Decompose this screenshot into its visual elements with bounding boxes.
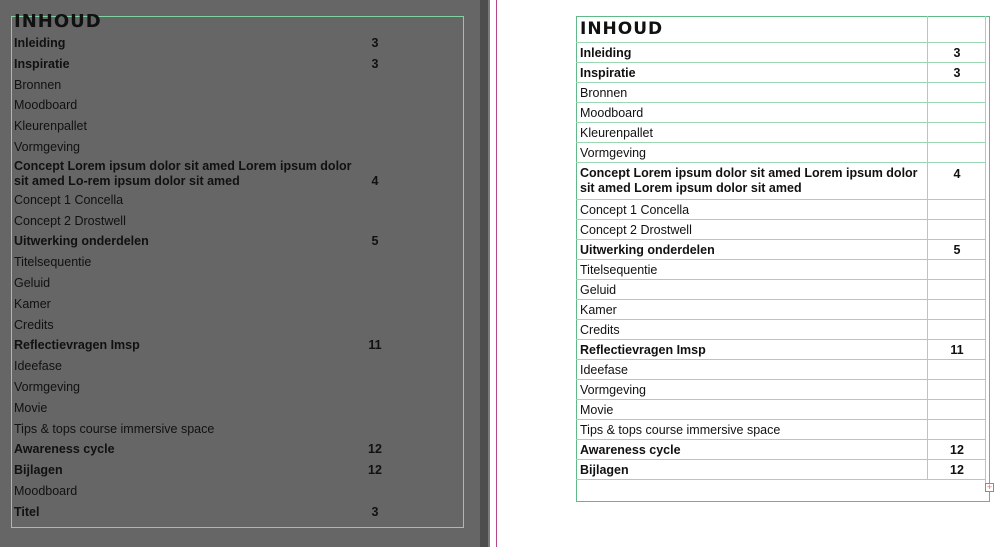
page-edge-line xyxy=(496,0,497,547)
toc-entry-label: Kamer xyxy=(14,296,51,311)
table-row[interactable] xyxy=(576,380,986,400)
table-row[interactable] xyxy=(576,460,986,480)
toc-entry-label: Inleiding xyxy=(14,36,66,50)
table-row[interactable] xyxy=(576,163,986,200)
toc-entry-label: Inspiratie xyxy=(14,56,70,71)
list-item xyxy=(14,116,444,137)
table-row[interactable] xyxy=(576,63,986,83)
toc-entry-page: 12 xyxy=(368,442,382,457)
table-cell-page[interactable] xyxy=(928,83,987,103)
table-cell-page[interactable] xyxy=(928,220,987,240)
toc-entry-label: Titelsequentie xyxy=(14,255,92,270)
list-item xyxy=(14,158,444,190)
table-cell-label[interactable]: Bijlagen xyxy=(576,460,928,480)
table-cell-label[interactable]: Moodboard xyxy=(576,103,928,123)
list-item xyxy=(14,419,444,440)
table-cell-label[interactable]: Bronnen xyxy=(576,83,928,103)
table-cell-label[interactable]: Vormgeving xyxy=(576,380,928,400)
table-row[interactable] xyxy=(576,420,986,440)
table-cell-label[interactable]: Credits xyxy=(576,320,928,340)
table-row[interactable] xyxy=(576,200,986,220)
table-row[interactable] xyxy=(576,300,986,320)
table-cell-label[interactable]: Concept 2 Drostwell xyxy=(576,220,928,240)
table-cell-page[interactable] xyxy=(928,143,987,163)
toc-entry-label: Titel xyxy=(14,504,40,519)
toc-entry-label: Vormgeving xyxy=(14,379,81,394)
list-item xyxy=(14,190,444,211)
toc-entry-page: 4 xyxy=(371,173,379,188)
table-cell-page[interactable]: 3 xyxy=(928,63,987,83)
table-cell-page[interactable] xyxy=(928,400,987,420)
table-cell-label[interactable]: Uitwerking onderdelen xyxy=(576,240,928,260)
list-item xyxy=(14,502,444,523)
table-cell-label[interactable]: Geluid xyxy=(576,280,928,300)
toc-entry-label: Credits xyxy=(14,317,54,332)
list-item xyxy=(14,377,444,398)
table-cell-page[interactable] xyxy=(928,420,987,440)
table-cell-page[interactable] xyxy=(928,103,987,123)
list-item xyxy=(14,137,444,158)
toc-entry-label: Reflectievragen Imsp xyxy=(14,338,140,353)
toc-entry-label: Tips & tops course immersive space xyxy=(14,421,215,436)
list-item xyxy=(14,294,444,315)
toc-entry-label: Concept 2 Drostwell xyxy=(14,213,126,228)
toc-entry-label: Ideefase xyxy=(14,359,62,374)
table-cell-label[interactable]: Vormgeving xyxy=(576,143,928,163)
toc-entry-label: Vormgeving xyxy=(14,139,81,154)
list-item xyxy=(14,54,444,75)
table-row[interactable] xyxy=(576,260,986,280)
spread-gutter-edge xyxy=(488,0,490,547)
left-toc-title: INHOUD xyxy=(14,11,102,32)
table-cell-label[interactable]: Awareness cycle xyxy=(576,440,928,460)
list-item xyxy=(14,335,444,356)
list-item xyxy=(14,211,444,232)
table-cell-label[interactable]: Movie xyxy=(576,400,928,420)
table-row[interactable] xyxy=(576,360,986,380)
table-cell-page[interactable] xyxy=(928,300,987,320)
toc-entry-label: Awareness cycle xyxy=(14,442,115,457)
toc-entry-label: Uitwerking onderdelen xyxy=(14,234,149,249)
list-item xyxy=(14,439,444,460)
toc-entry-page: 11 xyxy=(368,338,382,353)
table-cell-label[interactable]: Concept 1 Concella xyxy=(576,200,928,220)
list-item xyxy=(14,75,444,96)
table-cell-label[interactable]: Titelsequentie xyxy=(576,260,928,280)
toc-entry-label: Concept Lorem ipsum dolor sit amed Lorem ipsum dolor sit amed Lo-rem ipsum dolor sit amed xyxy=(14,158,352,188)
list-item xyxy=(14,273,444,294)
table-cell-label[interactable]: Kamer xyxy=(576,300,928,320)
table-cell-page[interactable] xyxy=(928,200,987,220)
toc-entry-page: 3 xyxy=(371,504,379,519)
list-item xyxy=(14,33,444,54)
table-cell-page[interactable] xyxy=(928,280,987,300)
frame-column-guide xyxy=(985,16,986,486)
table-cell-page[interactable]: 5 xyxy=(928,240,987,260)
list-item xyxy=(14,481,444,502)
table-row[interactable] xyxy=(576,143,986,163)
table-row[interactable] xyxy=(576,440,986,460)
table-row[interactable] xyxy=(576,103,986,123)
list-item xyxy=(14,252,444,273)
toc-entry-label: Moodboard xyxy=(14,483,78,498)
table-cell-page[interactable]: 12 xyxy=(928,460,987,480)
right-toc-title-cell[interactable] xyxy=(576,16,928,43)
toc-entry-page: 5 xyxy=(371,234,379,249)
table-cell-label[interactable]: Inleiding xyxy=(576,43,928,63)
list-item xyxy=(14,95,444,116)
table-cell-label[interactable]: Concept Lorem ipsum dolor sit amed Lorem ipsum dolor sit amed Lorem ipsum dolor sit amed xyxy=(576,163,928,200)
toc-entry-label: Moodboard xyxy=(14,98,78,113)
table-cell-page[interactable]: 3 xyxy=(928,43,987,63)
table-cell-label[interactable]: Kleurenpallet xyxy=(576,123,928,143)
toc-entry-label: Bronnen xyxy=(14,77,62,92)
table-row[interactable] xyxy=(576,280,986,300)
table-title-row[interactable] xyxy=(576,16,986,43)
list-item xyxy=(14,356,444,377)
toc-entry-page: 3 xyxy=(371,56,379,71)
table-row[interactable] xyxy=(576,220,986,240)
right-toc-table[interactable] xyxy=(576,16,986,480)
table-cell-page[interactable] xyxy=(928,360,987,380)
list-item xyxy=(14,460,444,481)
table-cell-page[interactable] xyxy=(928,320,987,340)
list-item xyxy=(14,231,444,252)
table-cell-page[interactable] xyxy=(928,123,987,143)
toc-entry-label: Movie xyxy=(14,400,48,415)
overflow-plus-icon[interactable]: + xyxy=(986,482,993,492)
toc-entry-page: 12 xyxy=(368,463,382,478)
table-cell-page[interactable] xyxy=(928,380,987,400)
toc-entry-label: Kleurenpallet xyxy=(14,119,87,134)
table-cell-label[interactable]: Tips & tops course immersive space xyxy=(576,420,928,440)
toc-entry-label: Bijlagen xyxy=(14,463,63,478)
table-row[interactable] xyxy=(576,240,986,260)
table-cell-label[interactable]: Reflectievragen Imsp xyxy=(576,340,928,360)
table-row[interactable] xyxy=(576,400,986,420)
list-item xyxy=(14,315,444,336)
table-cell-page[interactable] xyxy=(928,260,987,280)
table-row[interactable] xyxy=(576,123,986,143)
table-cell-label[interactable]: Ideefase xyxy=(576,360,928,380)
table-row[interactable] xyxy=(576,340,986,360)
toc-entry-page: 3 xyxy=(371,36,379,50)
toc-entry-label: Geluid xyxy=(14,275,51,290)
table-cell-label[interactable]: Inspiratie xyxy=(576,63,928,83)
right-toc-title: INHOUD xyxy=(580,19,664,39)
table-row[interactable] xyxy=(576,43,986,63)
table-cell-page[interactable]: 4 xyxy=(928,163,987,200)
list-item xyxy=(14,398,444,419)
table-row[interactable] xyxy=(576,320,986,340)
table-cell-page[interactable]: 11 xyxy=(928,340,987,360)
table-cell-page[interactable] xyxy=(928,16,987,43)
left-toc-list xyxy=(14,11,444,523)
table-cell-page[interactable]: 12 xyxy=(928,440,987,460)
toc-entry-label: Concept 1 Concella xyxy=(14,192,124,207)
spread-gutter xyxy=(480,0,488,547)
table-row[interactable] xyxy=(576,83,986,103)
